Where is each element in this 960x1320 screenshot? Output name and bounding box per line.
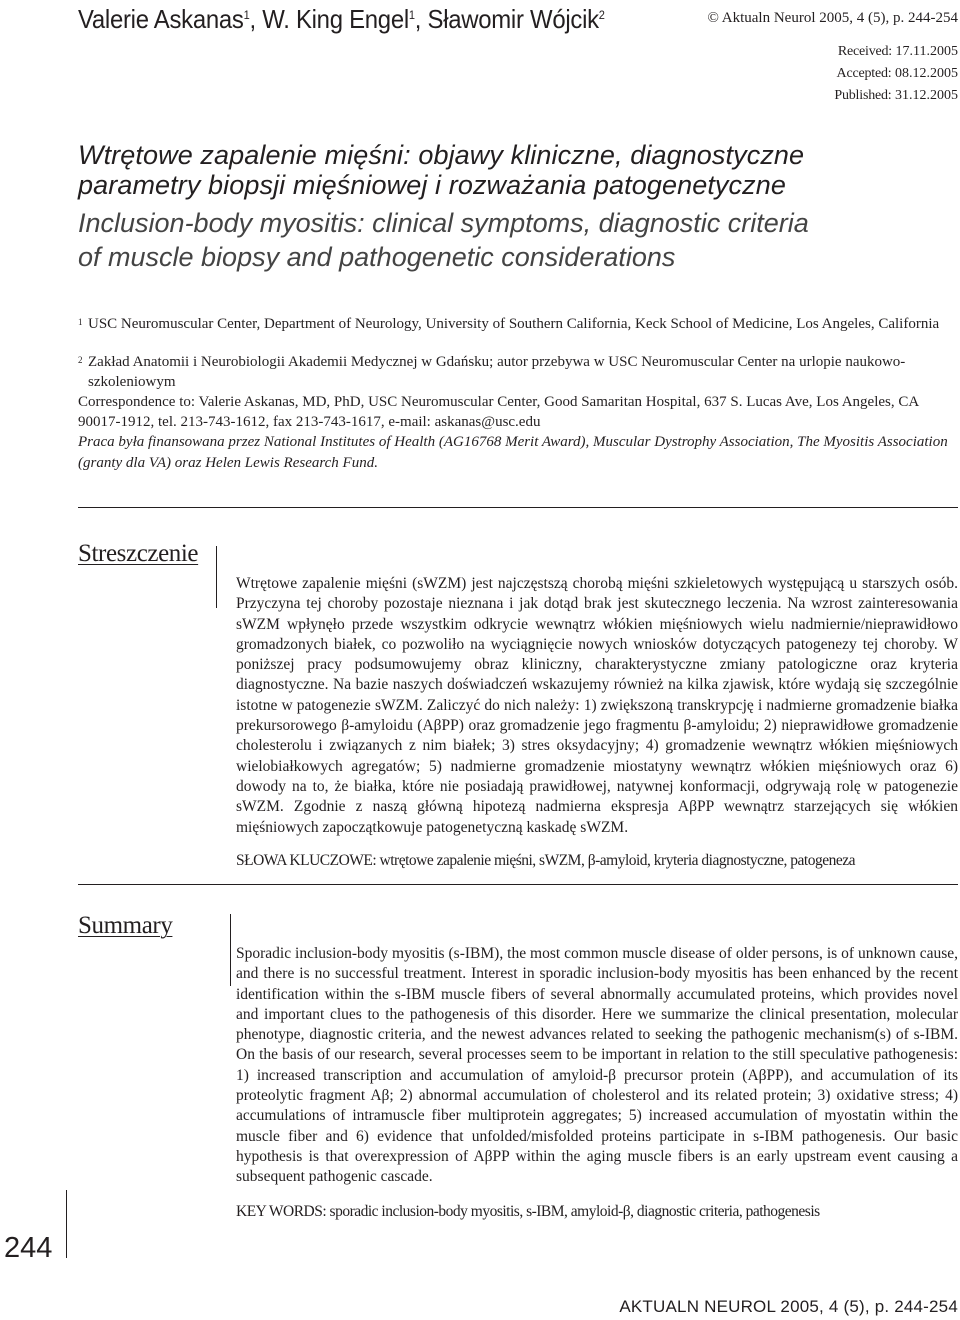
section-rule <box>230 914 231 986</box>
title-english-line: of muscle biopsy and pathogenetic considerations <box>78 242 676 272</box>
author-name: Valerie Askanas <box>78 4 244 34</box>
funding-note: Praca była finansowana przez National Institutes of Health (AG16768 Merit Award), Muscular Dystrophy Association, The Myositis Association (granty dla VA) oraz Helen Lewis Research Fund. <box>78 434 948 471</box>
author-affiliation-mark: 2 <box>598 8 605 22</box>
affiliation-text: USC Neuromuscular Center, Department of Neurology, University of Southern California, Keck School of Medicine, Los Angeles, California <box>88 316 940 332</box>
title-english-line: Inclusion-body myositis: clinical symptoms, diagnostic criteria <box>78 208 809 238</box>
author-separator: , <box>249 4 263 34</box>
section-divider <box>78 507 958 508</box>
received-label: Received: <box>837 44 893 59</box>
affiliation-mark: 2 <box>78 355 83 365</box>
section-rule <box>216 546 217 608</box>
accepted-date <box>837 66 958 82</box>
received-date <box>838 44 958 60</box>
journal-reference: © Aktualn Neurol 2005, 4 (5), p. 244-254 <box>707 10 958 26</box>
footer-reference: AKTUALN NEUROL 2005, 4 (5), p. 244-254 <box>619 1297 958 1316</box>
author-affiliation-mark: 1 <box>243 8 250 22</box>
author-separator: , <box>414 4 428 34</box>
accepted-value: 08.12.2005 <box>895 66 958 81</box>
page-number: 244 <box>4 1232 53 1264</box>
summary-heading: Summary <box>78 912 173 939</box>
streszczenie-heading: Streszczenie <box>78 540 199 567</box>
streszczenie-body: Wtrętowe zapalenie mięśni (sWZM) jest najczęstszą chorobą mięśni szkieletowych występującą u starszych osób. Przyczyna tej choroby pozostaje nieznana i jak dotąd brak jest skutecznego leczenia. Na wzrost zainteresowania sWZM wpłynęło przede wszystkim odkrycie wewnątrz włókien mięśniowych wielu nadmiernie/nieprawidłowo gromadzonych białek, co pozwoliło na wyciągnięcie nowych wniosków dotyczących patogenezy tej choroby. W poniższej pracy podsumowujemy obraz kliniczny, charakterystyczne zmiany patologiczne oraz kryteria diagnostyczne. Na bazie naszych doświadczeń wskazujemy również na kilka zjawisk, które wydają się szczególnie istotne w patogenezie sWZM. Zaliczyć do nich należy: 1) zwiększoną transkrypcję i nadmierne gromadzenie białka prekursorowego β-amyloidu (AβPP) oraz gromadzenie jego fragmentu β-amyloidu; 2) nieprawidłowe gromadzenie cholesterolu i związanych z nim białek; 3) stres oksydacyjny; 4) gromadzenie wewnątrz włókien mięśniowych wielobiałkowych agregatów; 5) nadmierne gromadzenie miostatyny wewnątrz włókien mięśniowych oraz 6) dowody na to, że białka, które nie posiadają prawidłowej, natywnej konformacji, odgrywają rolę w patogenezie sWZM. Zgodnie z naszą główną hipotezą nadmierna ekspresja AβPP wewnątrz starzejących się włókien mięśniowych zapoczątkowuje patogenetyczną kaskadę sWZM. <box>236 575 958 836</box>
published-label: Published: <box>834 88 892 103</box>
author-name: W. King Engel <box>262 4 409 34</box>
received-value: 17.11.2005 <box>895 44 958 59</box>
section-divider <box>78 884 958 885</box>
accepted-label: Accepted: <box>836 66 892 81</box>
affiliation-text: Zakład Anatomii i Neurobiologii Akademii Medycznej w Gdańsku; autor przebywa w USC Neuromuscular Center na urlopie naukowo-szkoleniowym <box>88 354 906 390</box>
summary-keywords: KEY WORDS: sporadic inclusion-body myositis, s-IBM, amyloid-β, diagnostic criteria, pathogenesis <box>236 1203 820 1220</box>
affiliation-1 <box>78 314 958 334</box>
streszczenie-keywords: SŁOWA KLUCZOWE: wtrętowe zapalenie mięśni, sWZM, β-amyloid, kryteria diagnostyczne, patogeneza <box>236 852 856 869</box>
title-polish-line: Wtrętowe zapalenie mięśni: objawy kliniczne, diagnostyczne <box>78 140 805 170</box>
title-polish-line: parametry biopsji mięśniowej i rozważania patogenetyczne <box>78 170 786 200</box>
author-list <box>78 4 605 35</box>
author-affiliation-mark: 1 <box>408 8 415 22</box>
correspondence: Correspondence to: Valerie Askanas, MD, PhD, USC Neuromuscular Center, Good Samaritan Hospital, 637 S. Lucas Ave, Los Angeles, CA 90017-1912, tel. 213-743-1612, fax 213-743-1617, e-mail: askanas@usc.edu <box>78 394 919 430</box>
page-number-rule <box>66 1190 67 1258</box>
summary-body: Sporadic inclusion-body myositis (s-IBM), the most common muscle disease of older persons, is of unknown cause, and there is no successful treatment. Interest in sporadic inclusion-body myositis has been enhanced by the recent identification within the s-IBM muscle fibers of several abnormally accumulated proteins, which provides novel and important clues to the pathogenesis of this disorder. Here we summarize the clinical presentation, molecular phenotype, diagnostic criteria, and the newest advances related to seeking the pathogenic mechanism(s) of s-IBM. On the basis of our research, several processes seem to be important in relation to the still speculative pathogenesis: 1) increased transcription and accumulation of amyloid-β precursor protein (AβPP), and accumulation of its proteolytic fragment Aβ; 2) abnormal accumulation of cholesterol and its related protein; 3) oxidative stress; 4) accumulations of intramuscle fiber multiprotein aggregates; 5) increased accumulation of myostatin within the muscle fiber and 6) evidence that unfolded/misfolded proteins participate in s-IBM pathogenesis. Our basic hypothesis is that overexpression of AβPP within the aging muscle fibers is an early upstream event causing a subsequent pathogenic cascade. <box>236 945 958 1186</box>
affiliation-2 <box>78 352 958 392</box>
title-polish <box>78 140 948 200</box>
title-english <box>78 206 948 274</box>
published-date <box>834 88 958 104</box>
affiliation-mark: 1 <box>78 317 83 327</box>
author-name: Sławomir Wójcik <box>427 4 599 34</box>
published-value: 31.12.2005 <box>895 88 958 103</box>
